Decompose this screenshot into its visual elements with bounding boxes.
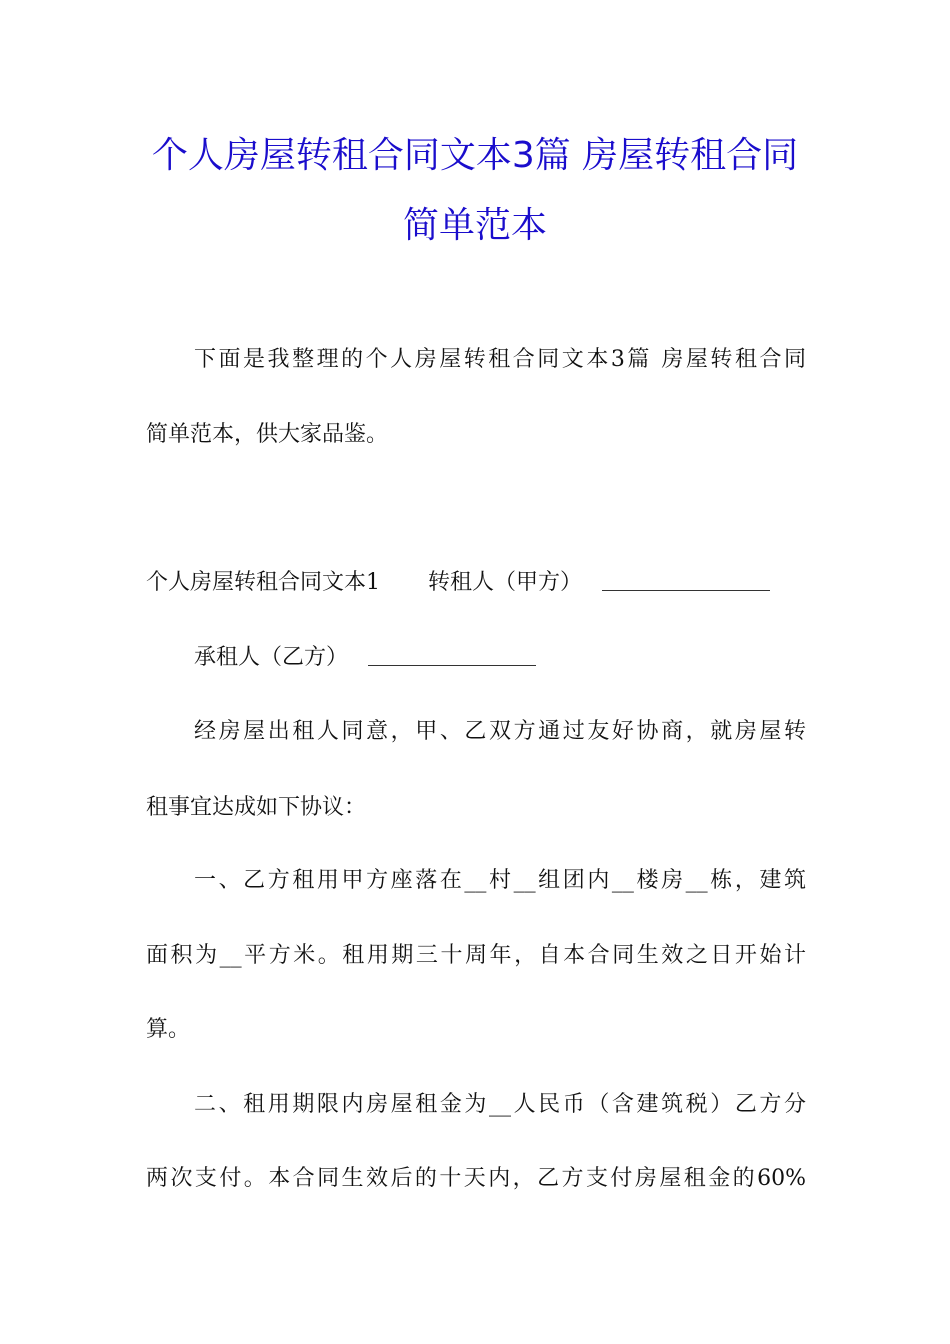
para2-line-3: 算。 [146, 1017, 191, 1042]
para3-line-1: 二、租用期限内房屋租金为__人民币（含建筑税）乙方分 [194, 1092, 806, 1117]
party-b-row [194, 645, 806, 671]
party-a-blank [602, 570, 770, 591]
para2-line-1: 一、乙方租用甲方座落在__村__组团内__楼房__栋，建筑 [194, 868, 806, 893]
intro-line-2: 简单范本，供大家品鉴。 [146, 422, 389, 447]
document-title-line-1: 个人房屋转租合同文本3篇 房屋转租合同 [151, 135, 799, 176]
party-b-blank [368, 645, 536, 666]
para1-line-2: 租事宜达成如下协议： [146, 795, 367, 820]
party-a-label: 转租人（甲方） [428, 570, 583, 595]
intro-line-1: 下面是我整理的个人房屋转租合同文本3篇 房屋转租合同 [194, 347, 806, 372]
party-b-label: 承租人（乙方） [194, 645, 349, 670]
section-heading: 个人房屋转租合同文本1 [146, 570, 380, 595]
contract-header-row [146, 570, 806, 596]
para2-line-2: 面积为__平方米。租用期三十周年，自本合同生效之日开始计 [146, 943, 806, 968]
document-title-line-2: 简单范本 [402, 205, 547, 246]
para3-line-2: 两次支付。本合同生效后的十天内，乙方支付房屋租金的60% [146, 1166, 806, 1191]
para1-line-1: 经房屋出租人同意，甲、乙双方通过友好协商，就房屋转 [194, 719, 806, 744]
